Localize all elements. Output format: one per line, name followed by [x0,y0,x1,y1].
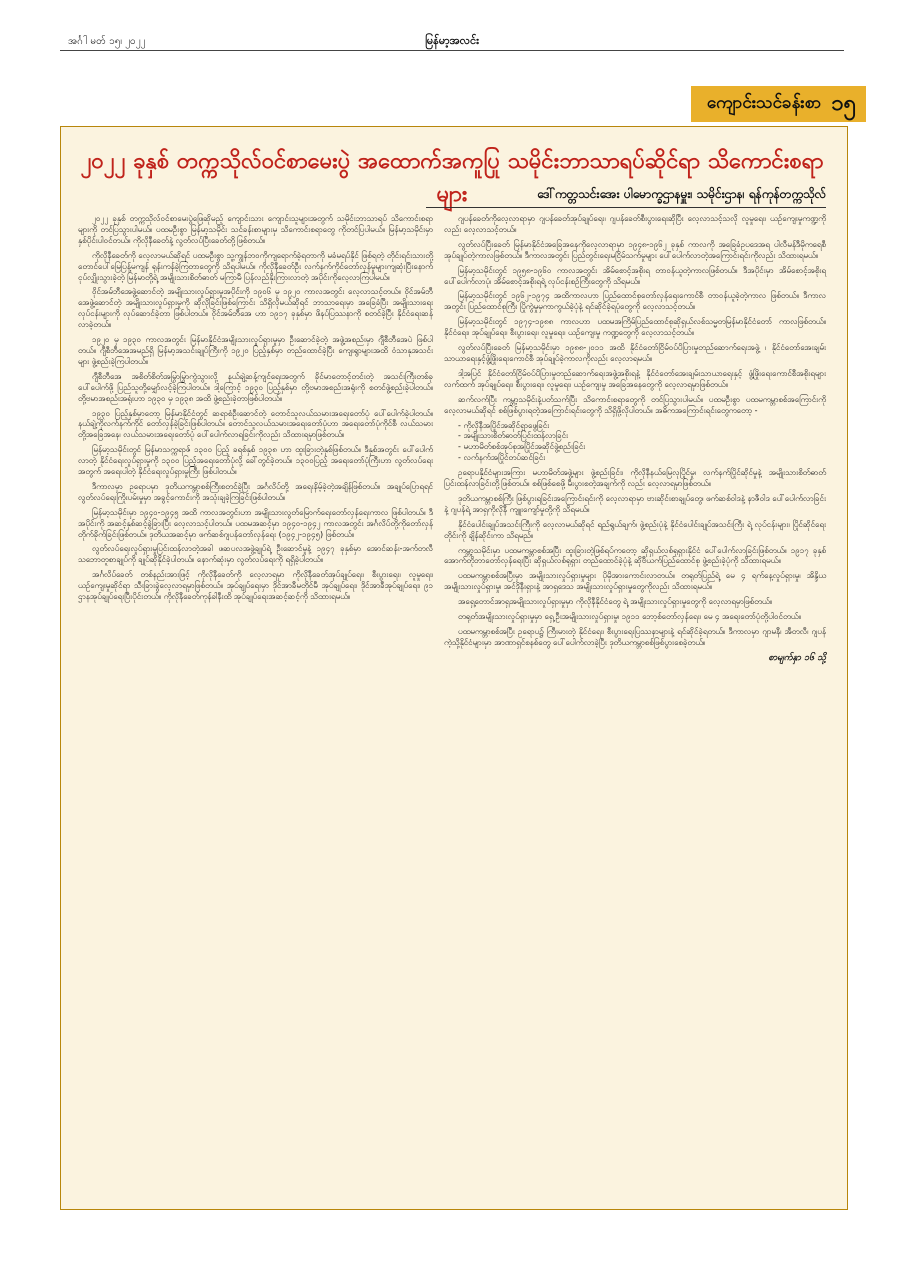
paragraph: လွတ်လပ်ပြီးခေတ် မြန်မာနိုင်ငံအခြေအနေကိုလေ့လာရာမှာ ၁၉၄၈-၁၉၆၂ ခုနှစ် ကာလကို အခြေခံဥပဒေအရ ပါလီမန်ဒီမိုကရေစီ အုပ်ချုပ်တဲ့ကာလဖြစ်တယ်။ ဒီကာလအတွင်း ပြည်တွင်းရေးမငြိမ်သက်မှုများ ပေါ်ပေါက်လာတဲ့အကြောင်းရင်းကိုလည်း သိထားရမယ်။ [444,239,826,260]
list-item: - ကိုလိုနီအပြိုင်အဆိုင်ရှာဖွေခြင်း [458,421,826,432]
paragraph: ကမ္ဘာ့သမိုင်းမှာ ပထမကမ္ဘာစစ်အပြီး ထူးခြားတဲ့ဖြစ်ရပ်ကတော့ ဆိုရှယ်လစ်ရုရှားနိုင်ငံ ပေါ်ပေါက်လာခြင်းဖြစ်တယ်။ ၁၉၁၇ ခုနှစ် အောက်တိုဘာတော်လှန်ရေးပြီး ဆိုရှယ်လစ်ရုရှား တည်ထောင်ခဲ့ပုံနဲ့ ဆိုဗီယက်ပြည်ထောင်စု ဖွဲ့စည်းခဲ့ပုံကို သိထားရမယ်။ [444,545,826,566]
paragraph: အင်္ဂလိပ်ခေတ် တစ်နည်းအားဖြင့် ကိုလိုနီခေတ်ကို လေ့လာရမှာ ကိုလိုနီခေတ်အုပ်ချုပ်ရေး၊ စီးပွားရေး၊ လူမှုရေး၊ ယဉ်ကျေးမှုဆိုင်ရာ သီးခြားခွဲလေ့လာရမှာဖြစ်တယ်။ အုပ်ချုပ်ရေးမှာ ဒိုင်အာခီမတိုင်မီ အုပ်ချုပ်ရေး၊ ဒိုင်အာခီအုပ်ချုပ်ရေး၊ ၉၁ ဌာနအုပ်ချုပ်ရေးပြီးပိုင်းတယ်။ ကိုလိုနီခေတ်ကုန်ခါနီးထိ အုပ်ချုပ်ရေးအဆင့်ဆင့်ကို သိထားရမယ်။ [78,570,433,602]
paragraph: ဂျပန်ခေတ်ကိုလေ့လာရာမှာ ဂျပန်ခေတ်အုပ်ချုပ်ရေး၊ ဂျပန်ခေတ်စီးပွားရေးဆိုပြီး လေ့လာသင့်သလို လူမှုရေး၊ ယဉ်ကျေးမှုကဏ္ဍကိုလည်း လေ့လာသင့်တယ်။ [444,214,826,234]
paragraph: ကိုလိုနီခေတ်ကို လေ့လာမယ်ဆိုရင် ပထမဦးစွာ သူ့ကျွန်ဘဝကိုကျရောက်ခဲ့ရတာကို မခံမရပ်နိုင် ဖြစ်ရတဲ့ တိုင်းရင်းသားတို့ တောင်ပေါ်မြေပြန့်မကျန် ရုန်းကန်ခဲ့ကြတာတွေကို သိရပါမယ်။ ကိုလိုနီခေတ်ဦး လက်နက်ကိုင်တော်လှန်မှုများကျဆုံးပြီးနောက် ငုပ်လျှိုးသွားခဲ့တဲ့ မြန်မာတို့ရဲ့ အမျိုးသားစိတ်ဓာတ် မကြာမီ ပြန်လည်နိုးကြားလာတဲ့ အပိုင်းကိုလေ့လာကြပါမယ်။ [78,250,433,282]
article-column-right [444,214,826,664]
paragraph: တရုတ်အမျိုးသားလှုပ်ရှားမှုမှာ ရှေ့ဦးအမျိုးသားလှုပ်ရှားမှု၊ ၁၉၁၁ ဘော့စ်တော်လှန်ရေး၊ မေ ၄ အရေးတော်ပုံတို့ပါဝင်တယ်။ [458,612,801,622]
cause-list [458,421,826,465]
paragraph: လွတ်လပ်ပြီးခေတ် မြန်မာ့သမိုင်းမှာ ၁၉၈၈-၂၀၁၁ အထိ နိုင်ငံတော်ငြိမ်ဝပ်ပိပြားမှုတည်ဆောက်ရေးအဖွဲ့ ၊ နိုင်ငံတော်အေးချမ်းသာယာရေးနှင့်ဖွံ့ဖြိုးရေးကောင်စီ အုပ်ချုပ်ခဲ့ကာလကိုလည်း လေ့လာရမယ်။ [444,343,826,363]
page-header [0,0,904,52]
paragraph: မြန်မာ့သမိုင်းတွင် ၁၉၇၄-၁၉၈၈ ကာလဟာ ပထမအကြိမ်ပြည်ထောင်စုဆိုရှယ်လစ်သမ္မတမြန်မာနိုင်ငံတော် ကာလဖြစ်တယ်။ နိုင်ငံရေး၊ အုပ်ချုပ်ရေး၊ စီးပွားရေး၊ လူမှုရေး၊ ယဉ်ကျေးမှု ကဏ္ဍတွေကို လေ့လာသင့်တယ်။ [444,317,826,338]
paragraph: ဆက်လက်ပြီး ကမ္ဘာ့သမိုင်းနဲ့ပတ်သက်ပြီး သိကောင်းစရာတွေကို တင်ပြသွားပါမယ်။ ပထမဦးစွာ ပထမကမ္ဘာစစ်အကြောင်းကို လေ့လာမယ်ဆိုရင် စစ်ဖြစ်ပွားရတဲ့အကြောင်းရင်းတွေကို သိရှိဖို့လိုပါတယ်။ အဓိကအကြောင်းရင်းတွေကတော့ - [444,394,826,415]
paragraph: ပထမကမ္ဘာစစ်အပြီး ဥရောပ၌ ကြီးမားတဲ့ နိုင်ငံရေး၊ စီးပွားရေးပြဿနာများနဲ့ ရင်ဆိုင်ခဲ့ရတယ်။ ဒီကာလမှာ ဂျာမနီ၊ အီတလီ၊ ဂျပန် ကဲ့သို့နိုင်ငံများမှာ အာဏာရှင်စနစ်တွေ ပေါ်ပေါက်လာခဲ့ပြီး ဒုတိယကမ္ဘာစစ်ဖြစ်ပွားစေခဲ့တယ်။ [444,627,826,647]
paragraph: ၂၀၂၂ ခုနှစ် တက္ကသိုလ်ဝင်စာမေးပွဲဖြေဆိုမည့် ကျောင်းသား ကျောင်းသူများအတွက် သမိုင်းဘာသာရပ် သိကောင်းစရာများကို တင်ပြသွားပါမယ်။ ပထမဦးစွာ မြန်မာ့သမိုင်း သင်ခန်းစာများမှ သိကောင်းစရာတွေ ကိုတင်ပြပါမယ်။ မြန်မာ့သမိုင်းမှာ နှစ်ပိုင်းပါဝင်တယ်။ ကိုလိုနီခေတ်နဲ့ လွတ်လပ်ပြီးခေတ်တို့ဖြစ်တယ်။ [78,214,433,245]
paragraph: အရှေ့တောင်အာရှအမျိုးသားလှုပ်ရှားမှုမှာ ကိုလိုနီနိုင်ငံတွေ ရဲ့ အမျိုးသားလှုပ်ရှားမှုတွေကို လေ့လာရမှာဖြစ်တယ်။ [458,597,773,607]
page-number: ၁၅ [831,90,856,116]
article-column-left [78,214,433,607]
paragraph: ဂျီစီဘီအေ အစိတ်စိတ်အမြွာမြွာကွဲသွားလို့ နယ်ချဲ့ဆန့်ကျင်ရေးအတွက် ခိုင်မာတောင့်တင်းတဲ့ အသင်းကြီးတစ်ခုပေါ်ပေါက်ဖို့ ပြည်သူတို့မျှော်လင့်ခဲ့ကြပါတယ်။ ဒါ့ကြောင့် ၁၉၃၀ ပြည့်နှစ်မှာ တို့ဗမာအစည်းအရုံးကို စတင်ဖွဲ့စည်းခဲ့ပါတယ်။ တို့ဗမာအစည်းအရုံးဟာ ၁၉၃၀ မှ ၁၉၃၈ အထိ ဖွဲ့စည်းခဲ့တာဖြစ်ပါတယ်။ [78,371,433,403]
list-item: - မဟာမိတ်စစ်အုပ်စုအပြိုင်အဆိုင်ဖွဲ့စည်းခြင်း [458,442,826,453]
paragraph: မြန်မာ့သမိုင်းတွင် မြန်မာသက္ကရာဇ် ၁၃၀၀ ပြည့် ခရစ်နှစ် ၁၉၃၈ ဟာ ထူးခြားတဲ့နှစ်ဖြစ်တယ်။ ဒီနှစ်အတွင်း ပေါ်ပေါက်လာတဲ့ နိုင်ငံရေးလှုပ်ရှားမှုကို ၁၃၀၀ ပြည့်အရေးတော်ပုံလို့ ခေါ်တွင်ခဲ့တယ်။ ၁၃၀၀ပြည့် အရေးတော်ပုံကြီးဟာ လွတ်လပ်ရေးအတွက် အရေးပါတဲ့ နိုင်ငံရေးလှုပ်ရှားမှုကြီး ဖြစ်ပါတယ်။ [78,445,433,477]
paragraph: မြန်မာ့သမိုင်းတွင် ၁၉၅၈-၁၉၆၀ ကာလအတွင်း အိမ်စောင့်အစိုးရ တာဝန်ယူတဲ့ကာလဖြစ်တယ်။ ဒီအပိုင်းမှာ အိမ်စောင့်အစိုးရပေါ်ပေါက်လာပုံ၊ အိမ်စောင့်အစိုးရရဲ့ လုပ်ငန်းစဉ်ကြီးတွေကို သိရမယ်။ [444,265,826,286]
paragraph: နိုင်ငံပေါင်းချုပ်အသင်းကြီးကို လေ့လာမယ်ဆိုရင် ရည်ရွယ်ချက်၊ ဖွဲ့စည်းပုံနဲ့ နိုင်ငံပေါင်းချုပ်အသင်းကြီး ရဲ့ လုပ်ငန်းများ၊ ပြိုင်ဆိုင်ရေးတိုင်းကို ချိန်ဆိုင်းကာ သိရမည်။ [444,519,826,540]
paragraph: ဒါ့အပြင် နိုင်ငံတော်ငြိမ်ဝပ်ပိပြားမှုတည်ဆောက်ရေးအဖွဲ့အစိုးရနဲ့ နိုင်ငံတော်အေးချမ်းသာယာရေးနှင့် ဖွံ့ဖြိုးရေးကောင်စီအစိုးရများလက်ထက် အုပ်ချုပ်ရေး၊ စီးပွားရေး၊ လူမှုရေး၊ ယဉ်ကျေးမှု အခြေအနေတွေကို လေ့လာရမှာဖြစ်တယ်။ [444,368,826,389]
paragraph: ဒုတိယကမ္ဘာစစ်ကြီး ဖြစ်ပွားရခြင်းအကြောင်းရင်းကို လေ့လာရာမှာ ဗားဆိုင်းစာချုပ်တွေ၊ ဖက်ဆစ်ဝါဒနဲ့ နာဇီဝါဒ ပေါ်ပေါက်လာခြင်းနဲ့ ဂျပန်ရဲ့ အာရှကိုလိုနီ ကျူးကျော်မှုတို့ကို သိရမယ်။ [444,493,826,514]
paragraph: ဒီကာလမှာ ဥရောပမှာ ဒုတိယကမ္ဘာစစ်ကြီးစတင်ခဲ့ပြီး အင်္ဂလိပ်တို့ အရေးနိမ့်ခဲ့တဲ့အချိန်ဖြစ်တယ်။ အချုပ်ပြောရရင် လွတ်လပ်ရေးကြိုးပမ်းမှုမှာ အခွင့်ကောင်းကို အသုံးချခဲ့ကြခြင်းဖြစ်ပါတယ်။ [78,481,433,502]
article-title: ၂၀၂၂ ခုနှစ် တက္ကသိုလ်ဝင်စာမေးပွဲ အထောက်အကူပြု သမိုင်းဘာသာရပ်ဆိုင်ရာ သိကောင်းစရာများ [80,149,824,207]
continued-note: စာမျက်နှာ ၁၆ သို့ [768,652,826,663]
paragraph: ဝိုင်အမ်ဘီအေဖွဲ့ဆောင်တဲ့ အမျိုးသားလှုပ်ရှားမှုအပိုင်းကို ၁၉၀၆ မှ ၁၉၂၀ ကာလအတွင်း လေ့လာသင့်တယ်။ ဝိုင်အမ်ဘီအေဖွဲ့ဆောင်တဲ့ အမျိုးသားလှုပ်ရှားမှုကို ဆိုလိုခြင်းဖြစ်ကြောင်း သိရှိလိုမယ်ဆိုရင် ဘာသာရေးမှာ အခြေခံပြီး အမျိုးသားရေး လုပ်ငန်းများကို လုပ်ဆောင်ခဲ့တာ ဖြစ်ပါတယ်။ ဝိုင်အမ်ဘီအေ ဟာ ၁၉၁၇ ခုနှစ်မှာ ဖိနပ်ပြဿနာကို စတင်ခဲ့ပြီး နိုင်ငံရေးဆန်လာခဲ့တယ်။ [78,287,433,330]
paragraph: လွတ်လပ်ရေးလှုပ်ရှားမှုပြင်းထန်လာတဲ့အခါ ဖဆပလအဖွဲ့ချုပ်ရဲ့ ဦးဆောင်မှုနဲ့ ၁၉၄၇ ခုနှစ်မှာ အောင်ဆန်း-အက်တလီ သဘောတူစာချုပ်ကို ချုပ်ဆိုနိုင်ခဲ့ပါတယ်။ နောက်ဆုံးမှာ လွတ်လပ်ရေးကို ရရှိခဲ့ပါတယ်။ [78,544,433,565]
paragraph: ဥရောပနိုင်ငံများအကြား မဟာမိတ်အဖွဲ့များ ဖွဲ့စည်းခြင်း၊ ကိုလိုနီနယ်မြေလုပြိုင်မှု၊ လက်နက်ပြိုင်ဆိုင်မှုနဲ့ အမျိုးသားစိတ်ဓာတ်ပြင်းထန်လာခြင်းတို့ဖြစ်တယ်။ စစ်ဖြစ်စေဖို့ မီးပွားစတဲ့အချက်ကို လည်း လေ့လာရမှာဖြစ်တယ်။ [444,468,826,489]
article-byline: ဒေါ်ကတ္တသင်းအေး ပါမောက္ခဌာနမှူး၊ သမိုင်းဌာန၊ ရန်ကုန်တက္ကသိုလ် [426,186,826,208]
list-item: - အမျိုးသားစိတ်ဓာတ်ပြင်းထန်လာခြင်း [458,431,826,442]
paragraph: ပထမကမ္ဘာစစ်အပြီးမှာ အမျိုးသားလှုပ်ရှားမှုများ ပိုမိုအားကောင်းလာတယ်။ တရုတ်ပြည်ရဲ့ မေ ၄ ရက်နေ့လှုပ်ရှားမှု၊ အိန္ဒိယ အမျိုးသားလှုပ်ရှားမှု၊ အင်ဒိုနီးရှားနဲ့ အာရှဒေသ အမျိုးသားလှုပ်ရှားမှုတွေကိုလည်း သိထားရမယ်။ [444,571,826,592]
paragraph: မြန်မာ့သမိုင်းတွင် ၁၉၆၂-၁၉၇၄ အထိကာလဟာ ပြည်ထောင်စုတော်လှန်ရေးကောင်စီ တာဝန်ယူခဲ့တဲ့ကာလ ဖြစ်တယ်။ ဒီကာလအတွင်း ပြည်ထောင်စုကြီး ပြိုကွဲမှုမှကာကွယ်ခဲ့ပုံနဲ့ ရင်ဆိုင်ခဲ့ရပုံတွေကို လေ့လာသင့်တယ်။ [444,291,826,312]
section-label: ကျောင်းသင်ခန်းစာ [706,92,822,113]
header-divider [60,50,844,51]
paragraph: ၁၉၂၀ မှ ၁၉၃၀ ကာလအတွင်း မြန်မာနိုင်ငံအမျိုးသားလှုပ်ရှားမှုမှာ ဦးဆောင်ခဲ့တဲ့ အဖွဲ့အစည်းမှာ ဂျီစီဘီအေပဲ ဖြစ်ပါတယ်။ ဂျီစီဘီအေအမည်ရှိ မြန်မာ့အသင်းချုပ်ကြီးကို ၁၉၂၀ ပြည့်နှစ်မှာ တည်ထောင်ခဲ့ပြီး ကျေးရွာများအထိ ဝံသာနုအသင်းများ ဖွဲ့စည်းခဲ့ကြပါတယ်။ [78,335,433,366]
paragraph: ၁၉၃၀ ပြည့်နှစ်မှာတော့ မြန်မာနိုင်ငံတွင် ဆရာစံဦးဆောင်တဲ့ တောင်သူလယ်သမားအရေးတော်ပုံ ပေါ်ပေါက်ခဲ့ပါတယ်။ နယ်ချဲ့ကိုလက်နက်ကိုင် တော်လှန်ခဲ့ခြင်းဖြစ်ပါတယ်။ တောင်သူလယ်သမားအရေးတော်ပုံဟာ အရေးတော်ပုံကိုင်စီ လယ်သမားတို့အခြေအနေ၊ လယ်သမားအရေးတော်ပုံ ပေါ်ပေါက်လာရခြင်းကိုလည်း သိထားရမှာဖြစ်တယ်။ [78,408,433,440]
paragraph: မြန်မာ့သမိုင်းမှာ ၁၉၄၀-၁၉၄၅ အထိ ကာလအတွင်းဟာ အမျိုးသားလွတ်မြောက်ရေးတော်လှန်ရေးကာလ ဖြစ်ပါတယ်။ ဒီအပိုင်းကို အဆင့်နှစ်ဆင့်ခွဲခြားပြီး လေ့လာသင့်ပါတယ်။ ပထမအဆင့်မှာ ၁၉၄၀-၁၉၄၂ ကာလအတွင်း အင်္ဂလိပ်တို့ကိုတော်လှန်တိုက်ခိုက်ခြင်းဖြစ်တယ်။ ဒုတိယအဆင့်မှာ ဖက်ဆစ်ဂျပန်တော်လှန်ရေး (၁၉၄၂-၁၉၄၅) ဖြစ်တယ်။ [78,507,433,539]
list-item: - လက်နက်အပြိုင်တပ်ဆင်ခြင်း [458,453,826,464]
issue-date: အင်္ဂါ မတ် ၁၅၊ ၂၀၂၂ [68,36,146,47]
section-tag [691,86,866,122]
newspaper-name: မြန်မာ့အလင်း [425,34,479,47]
